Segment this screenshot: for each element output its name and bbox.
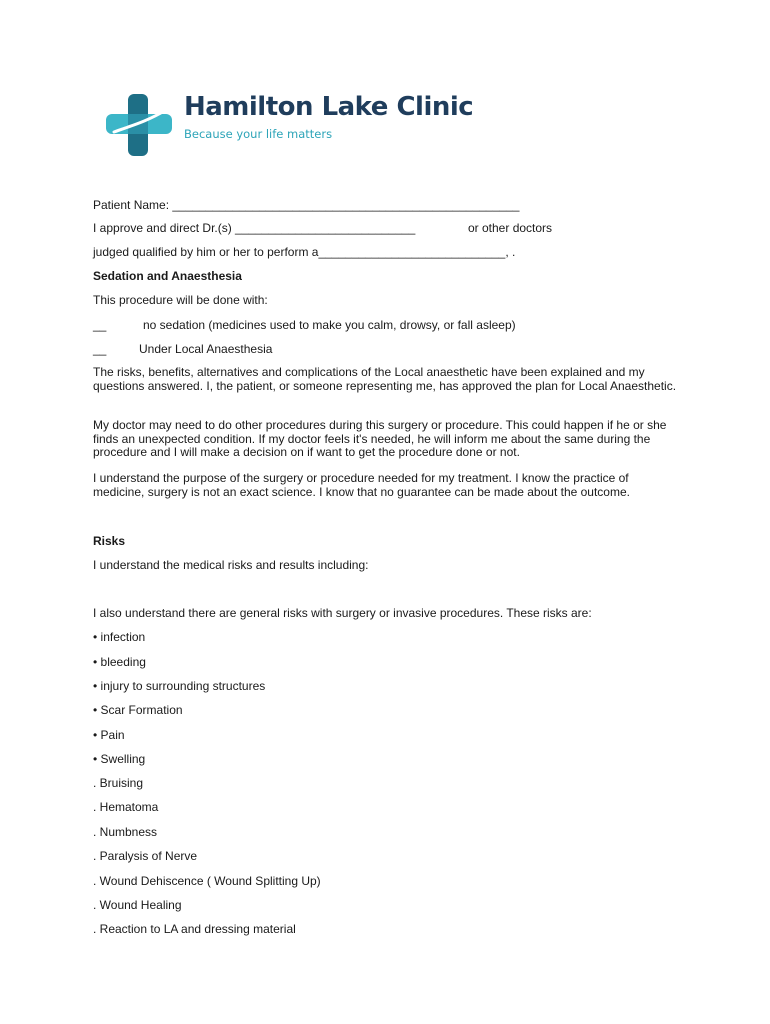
risk-item: . Wound Dehiscence ( Wound Splitting Up) bbox=[93, 874, 321, 888]
general-risks-intro: I also understand there are general risks with surgery or invasive procedures. These risks are: bbox=[93, 606, 592, 620]
risk-item: . Hematoma bbox=[93, 800, 159, 814]
sedation-heading: Sedation and Anaesthesia bbox=[93, 269, 242, 283]
medical-cross-icon bbox=[104, 92, 176, 158]
local-anaesthesia-blank[interactable]: __ bbox=[93, 342, 107, 356]
procedure-intro: This procedure will be done with: bbox=[93, 293, 268, 307]
risk-item: • Pain bbox=[93, 728, 125, 742]
risk-item: . Bruising bbox=[93, 776, 144, 790]
risk-item: . Paralysis of Nerve bbox=[93, 849, 198, 863]
approve-doctor-field[interactable]: I approve and direct Dr.(s) ___________________________ bbox=[93, 221, 416, 235]
risk-item: . Numbness bbox=[93, 825, 158, 839]
other-procedures-paragraph: My doctor may need to do other procedures during this surgery or procedure. This could happen if he or she finds an unexpected condition. If my doctor feels it's needed, he will inform me about the same during the procedure and I will make a decision on if want to get the procedure done or not. bbox=[93, 418, 667, 459]
risk-item: • injury to surrounding structures bbox=[93, 679, 266, 693]
clinic-name: Hamilton Lake Clinic bbox=[184, 92, 474, 122]
patient-name-field[interactable]: Patient Name: ____________________________________________________ bbox=[93, 198, 520, 212]
no-sedation-label: no sedation (medicines used to make you calm, drowsy, or fall asleep) bbox=[143, 318, 516, 332]
risk-item: . Reaction to LA and dressing material bbox=[93, 922, 296, 936]
risks-explained-paragraph: The risks, benefits, alternatives and complications of the Local anaesthetic have been explained and my questions answered. I, the patient, or someone representing me, has approved the plan for Local Anaesthetic. bbox=[93, 365, 677, 393]
clinic-logo bbox=[104, 92, 484, 158]
risk-item: • bleeding bbox=[93, 655, 146, 669]
risk-item: • Swelling bbox=[93, 752, 146, 766]
risks-heading: Risks bbox=[93, 534, 126, 548]
procedure-field[interactable]: judged qualified by him or her to perform a____________________________, . bbox=[93, 245, 516, 259]
risk-item: • infection bbox=[93, 630, 146, 644]
understand-paragraph: I understand the purpose of the surgery or procedure needed for my treatment. I know the practice of medicine, surgery is not an exact science. I know that no guarantee can be made about the outcome. bbox=[93, 471, 630, 499]
risks-intro: I understand the medical risks and results including: bbox=[93, 558, 369, 572]
approve-suffix: or other doctors bbox=[468, 221, 553, 235]
local-anaesthesia-label: Under Local Anaesthesia bbox=[139, 342, 273, 356]
no-sedation-blank[interactable]: __ bbox=[93, 318, 107, 332]
risk-item: • Scar Formation bbox=[93, 703, 183, 717]
risk-item: . Wound Healing bbox=[93, 898, 182, 912]
clinic-tagline: Because your life matters bbox=[184, 127, 333, 141]
